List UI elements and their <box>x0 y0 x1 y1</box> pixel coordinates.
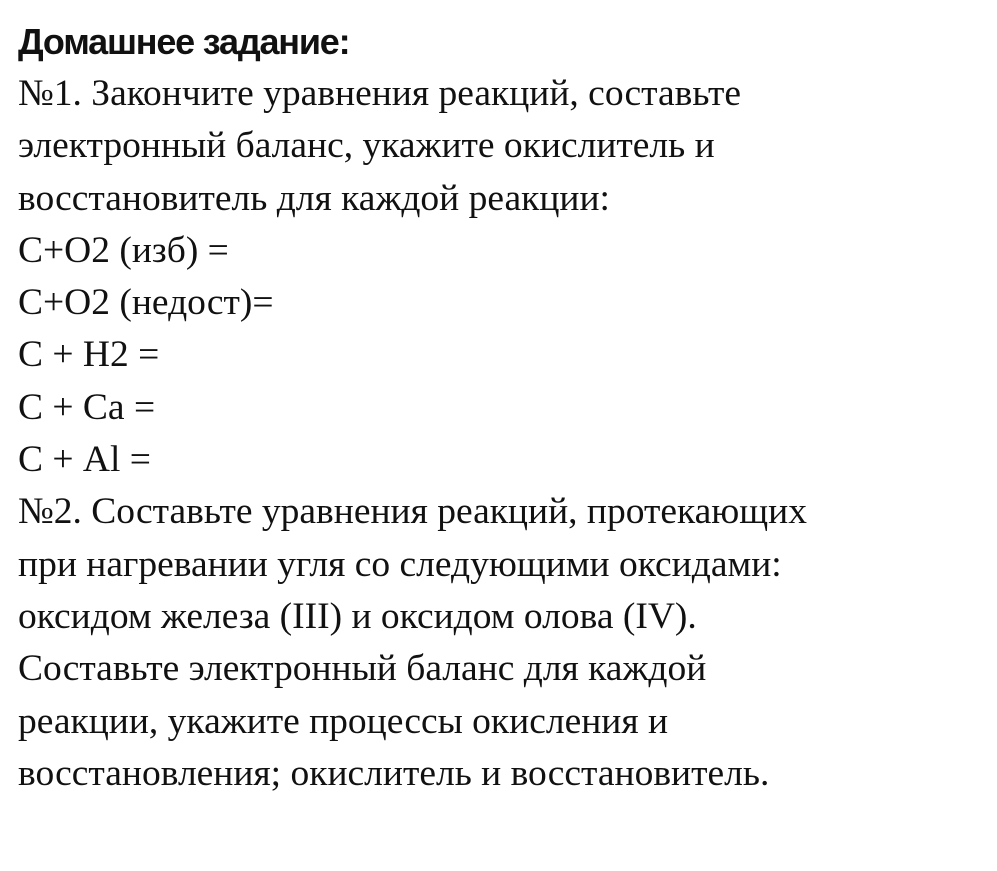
equation-c-h2: С + Н2 = <box>18 334 160 376</box>
task-2-line-4: Составьте электронный баланс для каждой <box>18 648 707 690</box>
task-1-line-2: электронный баланс, укажите окислитель и <box>18 125 715 167</box>
task-2-line-6: восстановления; окислитель и восстановитель. <box>18 752 770 794</box>
equation-c-al: С + Al = <box>18 439 151 481</box>
homework-heading: Домашнее задание: <box>18 21 350 62</box>
task-2-line-5: реакции, укажите процессы окисления и <box>18 700 669 742</box>
task-2-line-2: при нагревании угля со следующими оксидами: <box>18 543 782 585</box>
task-1-line-1: №1. Закончите уравнения реакций, составьте <box>18 73 742 114</box>
task-2-line-1: №2. Составьте уравнения реакций, протекающих <box>18 491 808 533</box>
homework-document <box>18 16 983 800</box>
equation-c-ca: С + Са = <box>18 386 156 428</box>
task-2-line-3: оксидом железа (III) и оксидом олова (IV). <box>18 595 697 637</box>
equation-c-o2-deficit: С+О2 (недост)= <box>18 282 274 324</box>
task-1-line-3: восстановитель для каждой реакции: <box>18 177 610 219</box>
equation-c-o2-excess: С+О2 (изб) = <box>18 229 229 271</box>
